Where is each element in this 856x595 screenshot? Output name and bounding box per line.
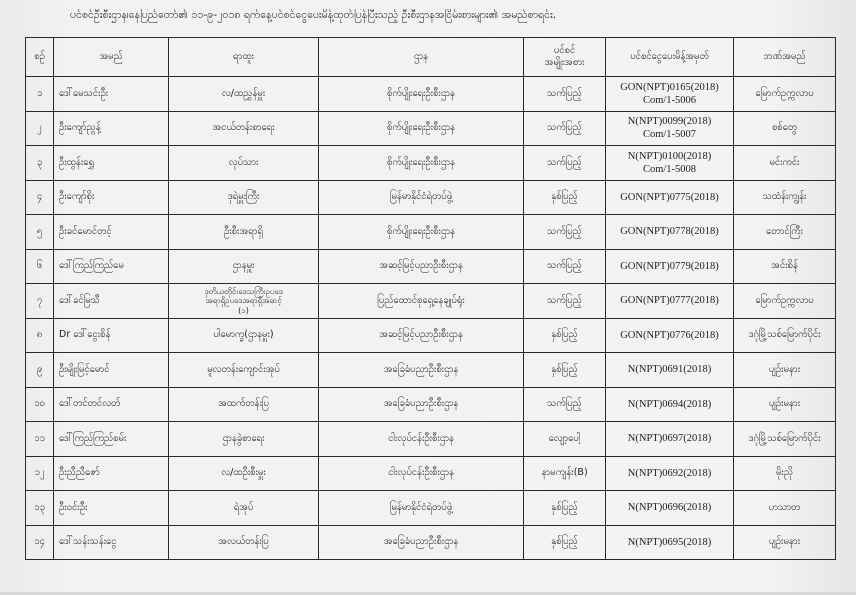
cell-no: ၁၀ — [26, 387, 54, 422]
table-row — [26, 111, 836, 146]
cell-dept: စိုက်ပျိုးရေးဦးစီးဌာန — [319, 77, 524, 112]
document-title: ပင်စင်ဦးစီးဌာန၊နေပြည်တော်၏ ၁၁-၉-၂၀၁၈ ရက်နေ့ပင်စင်ငွေပေးမိန့်ထုတ်ပြန်ပြီးသည့် ဦးစီးဌာနအငြိမ်းစားများ၏ အမည်စာရင်း. — [70, 9, 557, 21]
header-dept: ဌာန — [319, 38, 524, 77]
cell-rank: အငယ်တန်းစာရေး — [169, 111, 319, 146]
cell-town: မြောက်ဥက္ကလာပ — [734, 284, 836, 319]
table-header-row — [26, 38, 836, 77]
cell-name: Dr ဒေါ်ငွေးစိန် — [54, 318, 169, 353]
cell-rank: ဒုရဲမှူးကြီး — [169, 180, 319, 215]
cell-permit — [606, 215, 734, 250]
permit-number: GON(NPT)0777(2018) — [620, 295, 719, 307]
cell-town: မင်းကင်း — [734, 146, 836, 181]
cell-type: သက်ပြည့် — [524, 111, 606, 146]
cell-no: ၃ — [26, 146, 54, 181]
cell-rank: ပါမောက္ခ(ဌာနမှူး) — [169, 318, 319, 353]
cell-town: ပျဉ်းမနား — [734, 525, 836, 560]
cell-dept: ငါးလုပ်ငန်းဦးစီးဌာန — [319, 456, 524, 491]
cell-no: ၅ — [26, 215, 54, 250]
cell-rank: မူလတန်းကျောင်းအုပ် — [169, 353, 319, 388]
permit-number: GON(NPT)0775(2018) — [620, 191, 719, 203]
cell-name: ဦးခင်မောင်တင့် — [54, 215, 169, 250]
table-row — [26, 491, 836, 526]
table-row — [26, 525, 836, 560]
table-row — [26, 146, 836, 181]
cell-rank: ရဲအုပ် — [169, 491, 319, 526]
cell-rank — [169, 284, 319, 319]
cell-dept: ပြည်ထောင်စုရှေ့နေချုပ်ရုံး — [319, 284, 524, 319]
cell-permit — [606, 249, 734, 284]
cell-town: ဒဂုံမြို့သစ်မြောက်ပိုင်း — [734, 318, 836, 353]
cell-permit — [606, 491, 734, 526]
table-row — [26, 284, 836, 319]
cell-dept: စိုက်ပျိုးရေးဦးစီးဌာန — [319, 111, 524, 146]
header-type-line1: ပင်စင် — [553, 45, 576, 56]
cell-type: နာမကျန်း(B) — [524, 456, 606, 491]
cell-town: စစ်တွေ — [734, 111, 836, 146]
cell-town: မိုးညို — [734, 456, 836, 491]
cell-town: အင်းစိန် — [734, 249, 836, 284]
cell-rank-line: ဒုတိယတိုင်းဒေသကြီးဥပဒေ — [204, 286, 283, 296]
cell-rank: ဦးစီးအရာရှိ — [169, 215, 319, 250]
table-row — [26, 77, 836, 112]
cell-name: ဒေါ်တင်တင်လတ် — [54, 387, 169, 422]
table-row — [26, 353, 836, 388]
table-row — [26, 249, 836, 284]
cell-name: ဒေါ်ကြည်ကြည်မေ — [54, 249, 169, 284]
cell-type: သက်ပြည့် — [524, 146, 606, 181]
header-type — [524, 38, 606, 77]
permit-com-number: Com/1-5008 — [642, 163, 697, 175]
header-type-line2: အမျိုးအစား — [544, 57, 585, 68]
permit-number: GON(NPT)0778(2018) — [620, 226, 719, 238]
permit-number: GON(NPT)0776(2018) — [620, 329, 719, 341]
cell-permit — [606, 387, 734, 422]
cell-name: ဒေါ်ခင်မြသီ — [54, 284, 169, 319]
header-name: အမည် — [54, 38, 169, 77]
cell-name: ဒေါ်မေသင်းဦး — [54, 77, 169, 112]
cell-rank-line: (၁) — [238, 305, 249, 315]
cell-type: သက်ပြည့် — [524, 284, 606, 319]
cell-permit — [606, 284, 734, 319]
cell-dept: အခြေခံပညာဦးစီးဌာန — [319, 387, 524, 422]
cell-town: ဟသာတ — [734, 491, 836, 526]
cell-type: သက်ပြည့် — [524, 387, 606, 422]
permit-number: GON(NPT)0779(2018) — [620, 260, 719, 272]
cell-town: မြောက်ဥက္ကလာပ — [734, 77, 836, 112]
cell-dept: အဆင့်မြင့်ပညာဦးစီးဌာန — [319, 318, 524, 353]
cell-type: နှစ်ပြည့် — [524, 318, 606, 353]
cell-name: ဦးမျိုးမြင့်မောင် — [54, 353, 169, 388]
cell-no: ၄ — [26, 180, 54, 215]
cell-town: ဒဂုံမြို့သစ်မြောက်ပိုင်း — [734, 422, 836, 457]
cell-rank: ဌာနခွဲစာရေး — [169, 422, 319, 457]
cell-no: ၁၁ — [26, 422, 54, 457]
cell-no: ၁၂ — [26, 456, 54, 491]
cell-dept: စိုက်ပျိုးရေးဦးစီးဌာန — [319, 146, 524, 181]
permit-number: N(NPT)0696(2018) — [627, 502, 712, 514]
cell-no: ၉ — [26, 353, 54, 388]
cell-dept: ငါးလုပ်ငန်းဦးစီးဌာန — [319, 422, 524, 457]
header-rank: ရာထူး — [169, 38, 319, 77]
cell-town: ပျဉ်းမနား — [734, 387, 836, 422]
cell-dept: အခြေခံပညာဦးစီးဌာန — [319, 525, 524, 560]
cell-name: ဒေါ်ကြည်ကြည်စမ်း — [54, 422, 169, 457]
cell-no: ၇ — [26, 284, 54, 319]
cell-no: ၁၄ — [26, 525, 54, 560]
header-no: စဉ် — [26, 38, 54, 77]
permit-number: N(NPT)0695(2018) — [627, 536, 712, 548]
permit-number: N(NPT)0099(2018) — [627, 116, 712, 128]
cell-name: ဦးထွန်းရွှေ — [54, 146, 169, 181]
cell-no: ၁၃ — [26, 491, 54, 526]
cell-no: ၁ — [26, 77, 54, 112]
cell-name: ဦးကျော်ညွန့် — [54, 111, 169, 146]
cell-town: သထံန်းကျွန်း — [734, 180, 836, 215]
cell-dept: အခြေခံပညာဦးစီးဌာန — [319, 353, 524, 388]
permit-com-number: Com/1-5007 — [642, 129, 697, 141]
cell-dept: အဆင့်မြင့်ပညာဦးစီးဌာန — [319, 249, 524, 284]
cell-town: တောင်ကြီး — [734, 215, 836, 250]
cell-name: ဦးကျော်စိုး — [54, 180, 169, 215]
cell-dept: စိုက်ပျိုးရေးဦးစီးဌာန — [319, 215, 524, 250]
cell-name: ဦးဝင်းဦး — [54, 491, 169, 526]
cell-type: သက်ပြည့် — [524, 215, 606, 250]
permit-number: GON(NPT)0165(2018) — [620, 81, 719, 93]
table-row — [26, 180, 836, 215]
cell-rank: အလယ်တန်းပြ — [169, 525, 319, 560]
permit-com-number: Com/1-5006 — [642, 94, 697, 106]
permit-number: N(NPT)0694(2018) — [627, 398, 712, 410]
cell-permit — [606, 111, 734, 146]
cell-type: နှစ်ပြည့် — [524, 180, 606, 215]
cell-rank: လ/ထညွှန်မှူး — [169, 77, 319, 112]
permit-number: N(NPT)0691(2018) — [627, 364, 712, 376]
cell-town: ပျဉ်းမနား — [734, 353, 836, 388]
cell-type: သက်ပြည့် — [524, 249, 606, 284]
header-town: ဘဏ်အမည် — [734, 38, 836, 77]
cell-dept: မြန်မာနိုင်ငံရဲတပ်ဖွဲ့ — [319, 491, 524, 526]
cell-type: နှစ်ပြည့် — [524, 491, 606, 526]
permit-number: N(NPT)0100(2018) — [627, 150, 712, 162]
cell-permit — [606, 525, 734, 560]
cell-rank: ဌာနမှူး — [169, 249, 319, 284]
cell-permit — [606, 456, 734, 491]
cell-rank: လ/ထဦးစီးမှူး — [169, 456, 319, 491]
cell-dept: မြန်မာနိုင်ငံရဲတပ်ဖွဲ့ — [319, 180, 524, 215]
permit-number: N(NPT)0697(2018) — [627, 433, 712, 445]
table-row — [26, 456, 836, 491]
cell-permit — [606, 146, 734, 181]
table-body — [26, 77, 836, 560]
cell-permit — [606, 422, 734, 457]
cell-no: ၈ — [26, 318, 54, 353]
cell-rank: အထက်တန်းပြ — [169, 387, 319, 422]
cell-no: ၂ — [26, 111, 54, 146]
cell-rank-line: အရာရှိဥပဒေအရာရှိအဆင့် — [205, 296, 282, 305]
cell-permit — [606, 318, 734, 353]
cell-permit — [606, 353, 734, 388]
permit-number: N(NPT)0692(2018) — [627, 467, 712, 479]
cell-type: နှစ်ပြည့် — [524, 525, 606, 560]
pension-table — [25, 37, 836, 560]
header-permit: ပင်စင်ငွေပေးမိန့်အမှတ် — [606, 38, 734, 77]
cell-permit — [606, 180, 734, 215]
cell-name: ဦးညီညီဇော် — [54, 456, 169, 491]
cell-type: လျော့ပေါ့ — [524, 422, 606, 457]
cell-type: နှစ်ပြည့် — [524, 353, 606, 388]
table-row — [26, 215, 836, 250]
cell-permit — [606, 77, 734, 112]
table-row — [26, 422, 836, 457]
table-row — [26, 318, 836, 353]
cell-type: သက်ပြည့် — [524, 77, 606, 112]
cell-name: ဒေါ်သန်းသန်းငွေ — [54, 525, 169, 560]
cell-no: ၆ — [26, 249, 54, 284]
table-row — [26, 387, 836, 422]
cell-rank: လုပ်သား — [169, 146, 319, 181]
